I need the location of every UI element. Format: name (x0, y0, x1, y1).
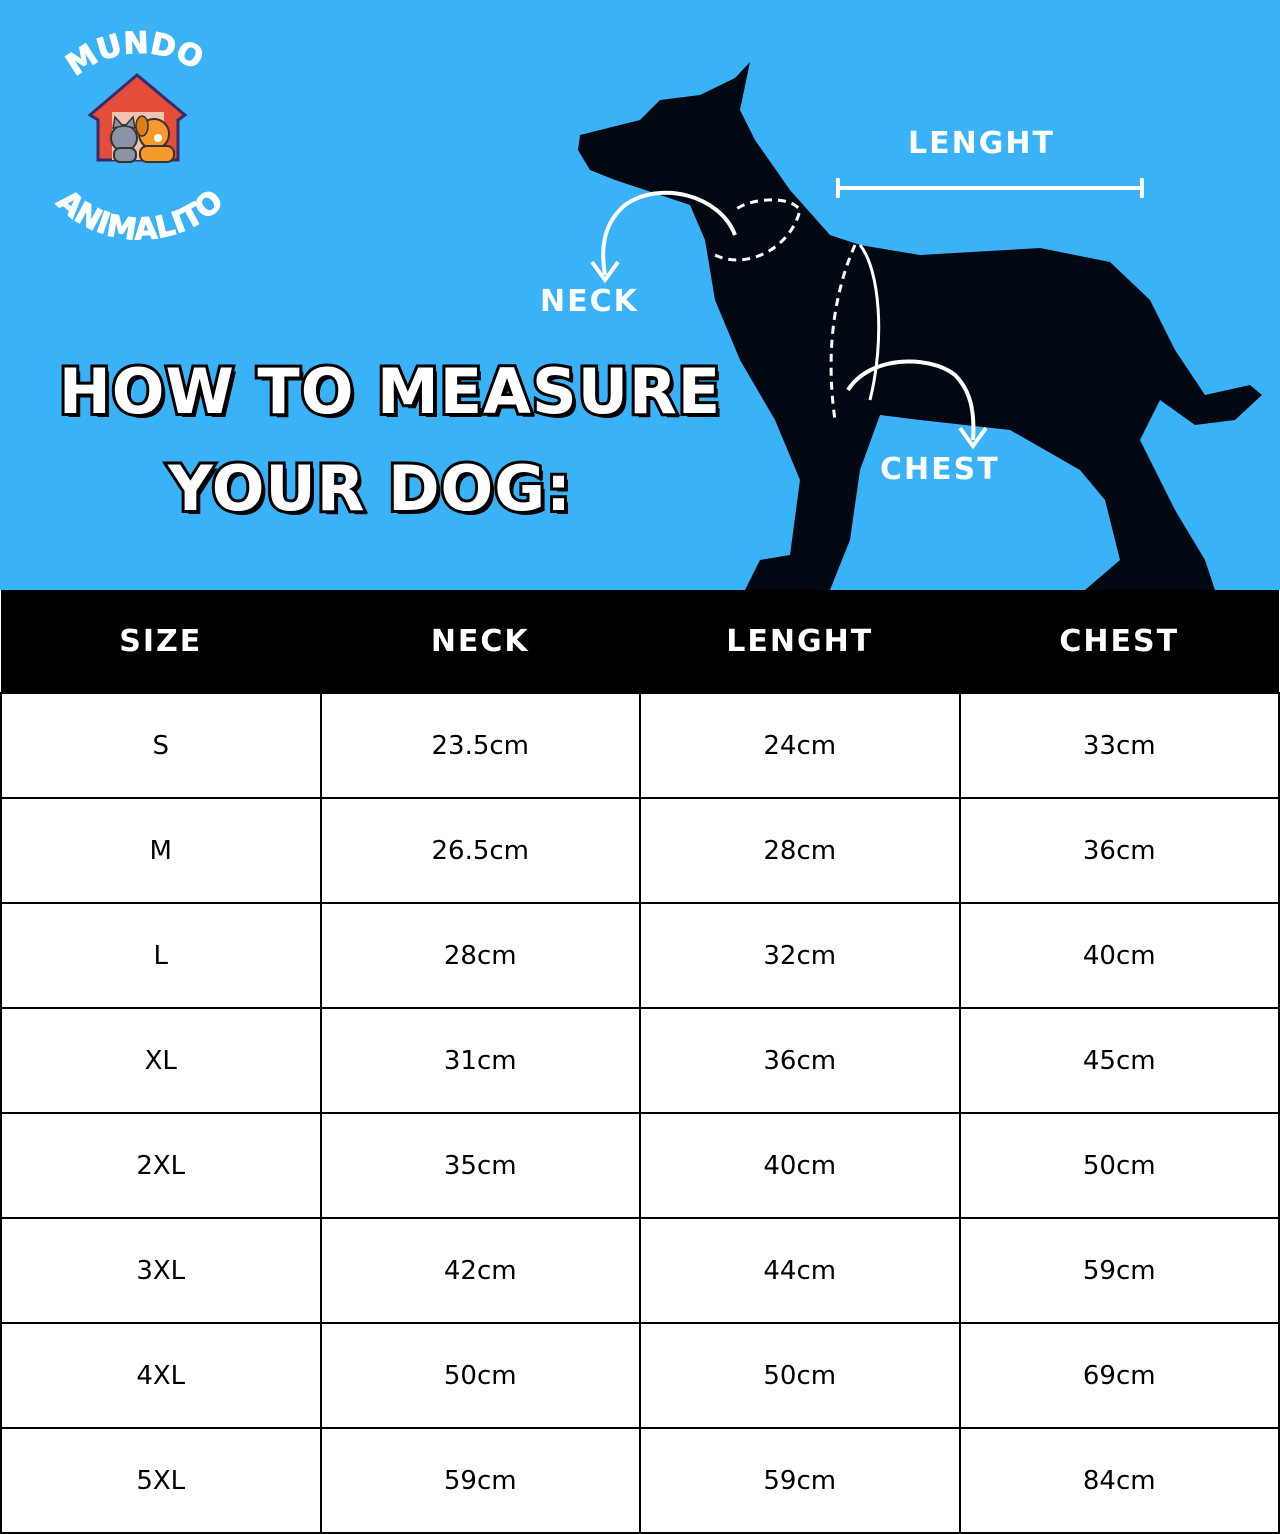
cell-chest: 36cm (960, 798, 1280, 903)
cell-size: S (1, 693, 321, 798)
length-label: LENGHT (908, 126, 1055, 161)
cell-chest: 40cm (960, 903, 1280, 1008)
size-chart-table (0, 590, 1280, 1534)
cell-chest: 69cm (960, 1323, 1280, 1428)
table-row (1, 1008, 1279, 1113)
header-neck: NECK (321, 590, 641, 693)
cell-length: 32cm (640, 903, 960, 1008)
table-row (1, 1323, 1279, 1428)
hero-banner (0, 0, 1280, 590)
cell-size: 2XL (1, 1113, 321, 1218)
cell-chest: 84cm (960, 1428, 1280, 1533)
cell-neck: 23.5cm (321, 693, 641, 798)
cell-chest: 45cm (960, 1008, 1280, 1113)
cell-size: M (1, 798, 321, 903)
cell-length: 40cm (640, 1113, 960, 1218)
table-row (1, 1428, 1279, 1533)
cell-neck: 42cm (321, 1218, 641, 1323)
cell-neck: 50cm (321, 1323, 641, 1428)
cell-chest: 59cm (960, 1218, 1280, 1323)
cell-length: 44cm (640, 1218, 960, 1323)
header-chest: CHEST (960, 590, 1280, 693)
cell-size: XL (1, 1008, 321, 1113)
table-row (1, 903, 1279, 1008)
cell-size: 5XL (1, 1428, 321, 1533)
headline-line-2: YOUR DOG: (168, 452, 572, 525)
cell-neck: 28cm (321, 903, 641, 1008)
cell-neck: 59cm (321, 1428, 641, 1533)
cell-length: 50cm (640, 1323, 960, 1428)
table-header-row (1, 590, 1279, 693)
cell-chest: 50cm (960, 1113, 1280, 1218)
brand-logo (20, 20, 260, 240)
cell-length: 24cm (640, 693, 960, 798)
cell-length: 28cm (640, 798, 960, 903)
cell-size: 3XL (1, 1218, 321, 1323)
cell-chest: 33cm (960, 693, 1280, 798)
chest-label: CHEST (880, 452, 1000, 487)
cell-neck: 31cm (321, 1008, 641, 1113)
headline-line-1: HOW TO MEASURE (58, 355, 722, 428)
table-row (1, 798, 1279, 903)
brand-name-top: MUNDO (60, 25, 209, 84)
cell-length: 36cm (640, 1008, 960, 1113)
table-row (1, 693, 1279, 798)
neck-label: NECK (540, 284, 639, 319)
cell-length: 59cm (640, 1428, 960, 1533)
cell-neck: 26.5cm (321, 798, 641, 903)
cell-size: L (1, 903, 321, 1008)
brand-name-bottom: ANIMALITO (49, 183, 231, 240)
table-row (1, 1218, 1279, 1323)
cell-neck: 35cm (321, 1113, 641, 1218)
cell-size: 4XL (1, 1323, 321, 1428)
table-row (1, 1113, 1279, 1218)
header-size: SIZE (1, 590, 321, 693)
header-length: LENGHT (640, 590, 960, 693)
